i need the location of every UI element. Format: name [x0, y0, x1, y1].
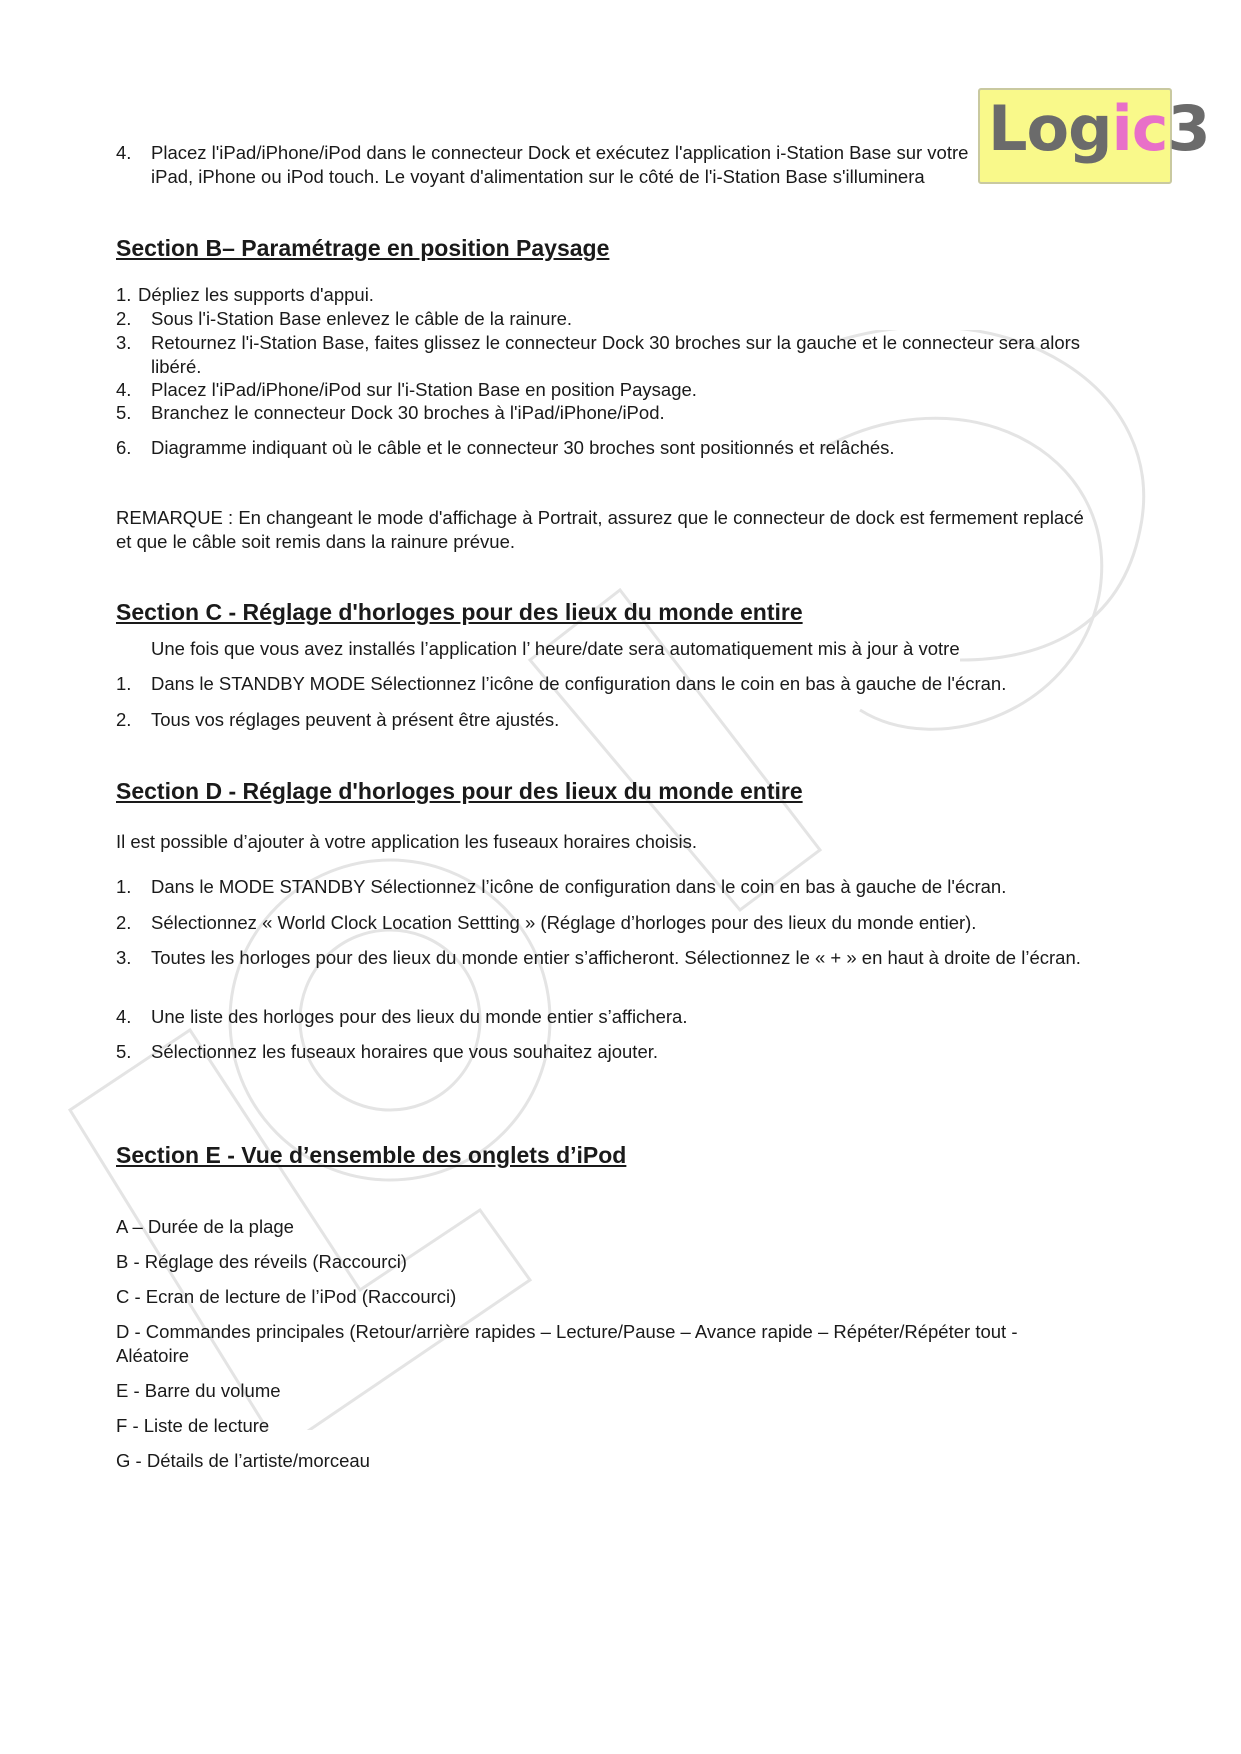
- list-item: 3. Retournez l'i-Station Base, faites glissez le connecteur Dock 30 broches sur la gauche et le connecteur sera alors libéré.: [116, 332, 1081, 377]
- list-item: 2. Sous l'i-Station Base enlevez le câble de la rainure.: [116, 308, 573, 329]
- list-item: 5. Sélectionnez les fuseaux horaires que vous souhaitez ajouter.: [116, 1041, 659, 1062]
- list-item: 1. Dépliez les supports d'appui.: [116, 284, 374, 305]
- list-item: 4. Placez l'iPad/iPhone/iPod sur l'i-Station Base en position Paysage.: [116, 379, 697, 400]
- ipod-tab-item: A – Durée de la plage: [116, 1216, 294, 1237]
- list-item: 2. Tous vos réglages peuvent à présent être ajustés.: [116, 709, 560, 730]
- section-c-title: Section C - Réglage d'horloges pour des lieux du monde entire: [116, 599, 803, 625]
- logic3-logo: [978, 88, 1210, 184]
- list-item: 1. Dans le MODE STANDBY Sélectionnez l’icône de configuration dans le coin en bas à gauche de l'écran.: [116, 876, 1007, 897]
- ipod-tab-item: E - Barre du volume: [116, 1380, 281, 1401]
- list-item: 2. Sélectionnez « World Clock Location Settting » (Réglage d’horloges pour des lieux du monde entier).: [116, 912, 977, 933]
- ipod-tab-item: B - Réglage des réveils (Raccourci): [116, 1251, 407, 1272]
- list-item: 1. Dans le STANDBY MODE Sélectionnez l’icône de configuration dans le coin en bas à gauche de l'écran.: [116, 673, 1007, 694]
- list-item: 5. Branchez le connecteur Dock 30 broches à l'iPad/iPhone/iPod.: [116, 402, 665, 423]
- list-item: 4. Une liste des horloges pour des lieux du monde entier s’affichera.: [116, 1006, 688, 1027]
- ipod-tab-item: D - Commandes principales (Retour/arrière rapides – Lecture/Pause – Avance rapide – Répéter/Répéter tout - Aléatoire: [116, 1321, 1018, 1366]
- list-item: 3. Toutes les horloges pour des lieux du monde entier s’afficheront. Sélectionnez le « + » en haut à droite de l’écran.: [116, 947, 1081, 968]
- section-d-intro: Il est possible d’ajouter à votre application les fuseaux horaires choisis.: [116, 831, 698, 852]
- ipod-tab-item: F - Liste de lecture: [116, 1415, 270, 1436]
- ipod-tab-item: G - Détails de l’artiste/morceau: [116, 1450, 370, 1471]
- logo-text: Logic3: [988, 92, 1210, 165]
- intro-list-item: 4. Placez l'iPad/iPhone/iPod dans le connecteur Dock et exécutez l'application i-Station Base sur votre iPad, iPhone ou iPod touch. Le voyant d'alimentation sur le côté de l'i-Station Base s'illuminera: [116, 142, 969, 187]
- section-c-intro: Une fois que vous avez installés l’application l’ heure/date sera automatiquement mis à jour à votre: [151, 638, 960, 659]
- section-b-title: Section B– Paramétrage en position Paysage: [116, 235, 610, 261]
- section-e-title: Section E - Vue d’ensemble des onglets d’iPod: [116, 1142, 627, 1168]
- section-d-title: Section D - Réglage d'horloges pour des lieux du monde entire: [116, 778, 803, 804]
- ipod-tab-item: C - Ecran de lecture de l’iPod (Raccourci): [116, 1286, 457, 1307]
- list-item: 6. Diagramme indiquant où le câble et le connecteur 30 broches sont positionnés et relâchés.: [116, 437, 895, 458]
- remarque-note: REMARQUE : En changeant le mode d'affichage à Portrait, assurez que le connecteur de dock est fermement replacé et que le câble soit remis dans la rainure prévue.: [116, 507, 1084, 552]
